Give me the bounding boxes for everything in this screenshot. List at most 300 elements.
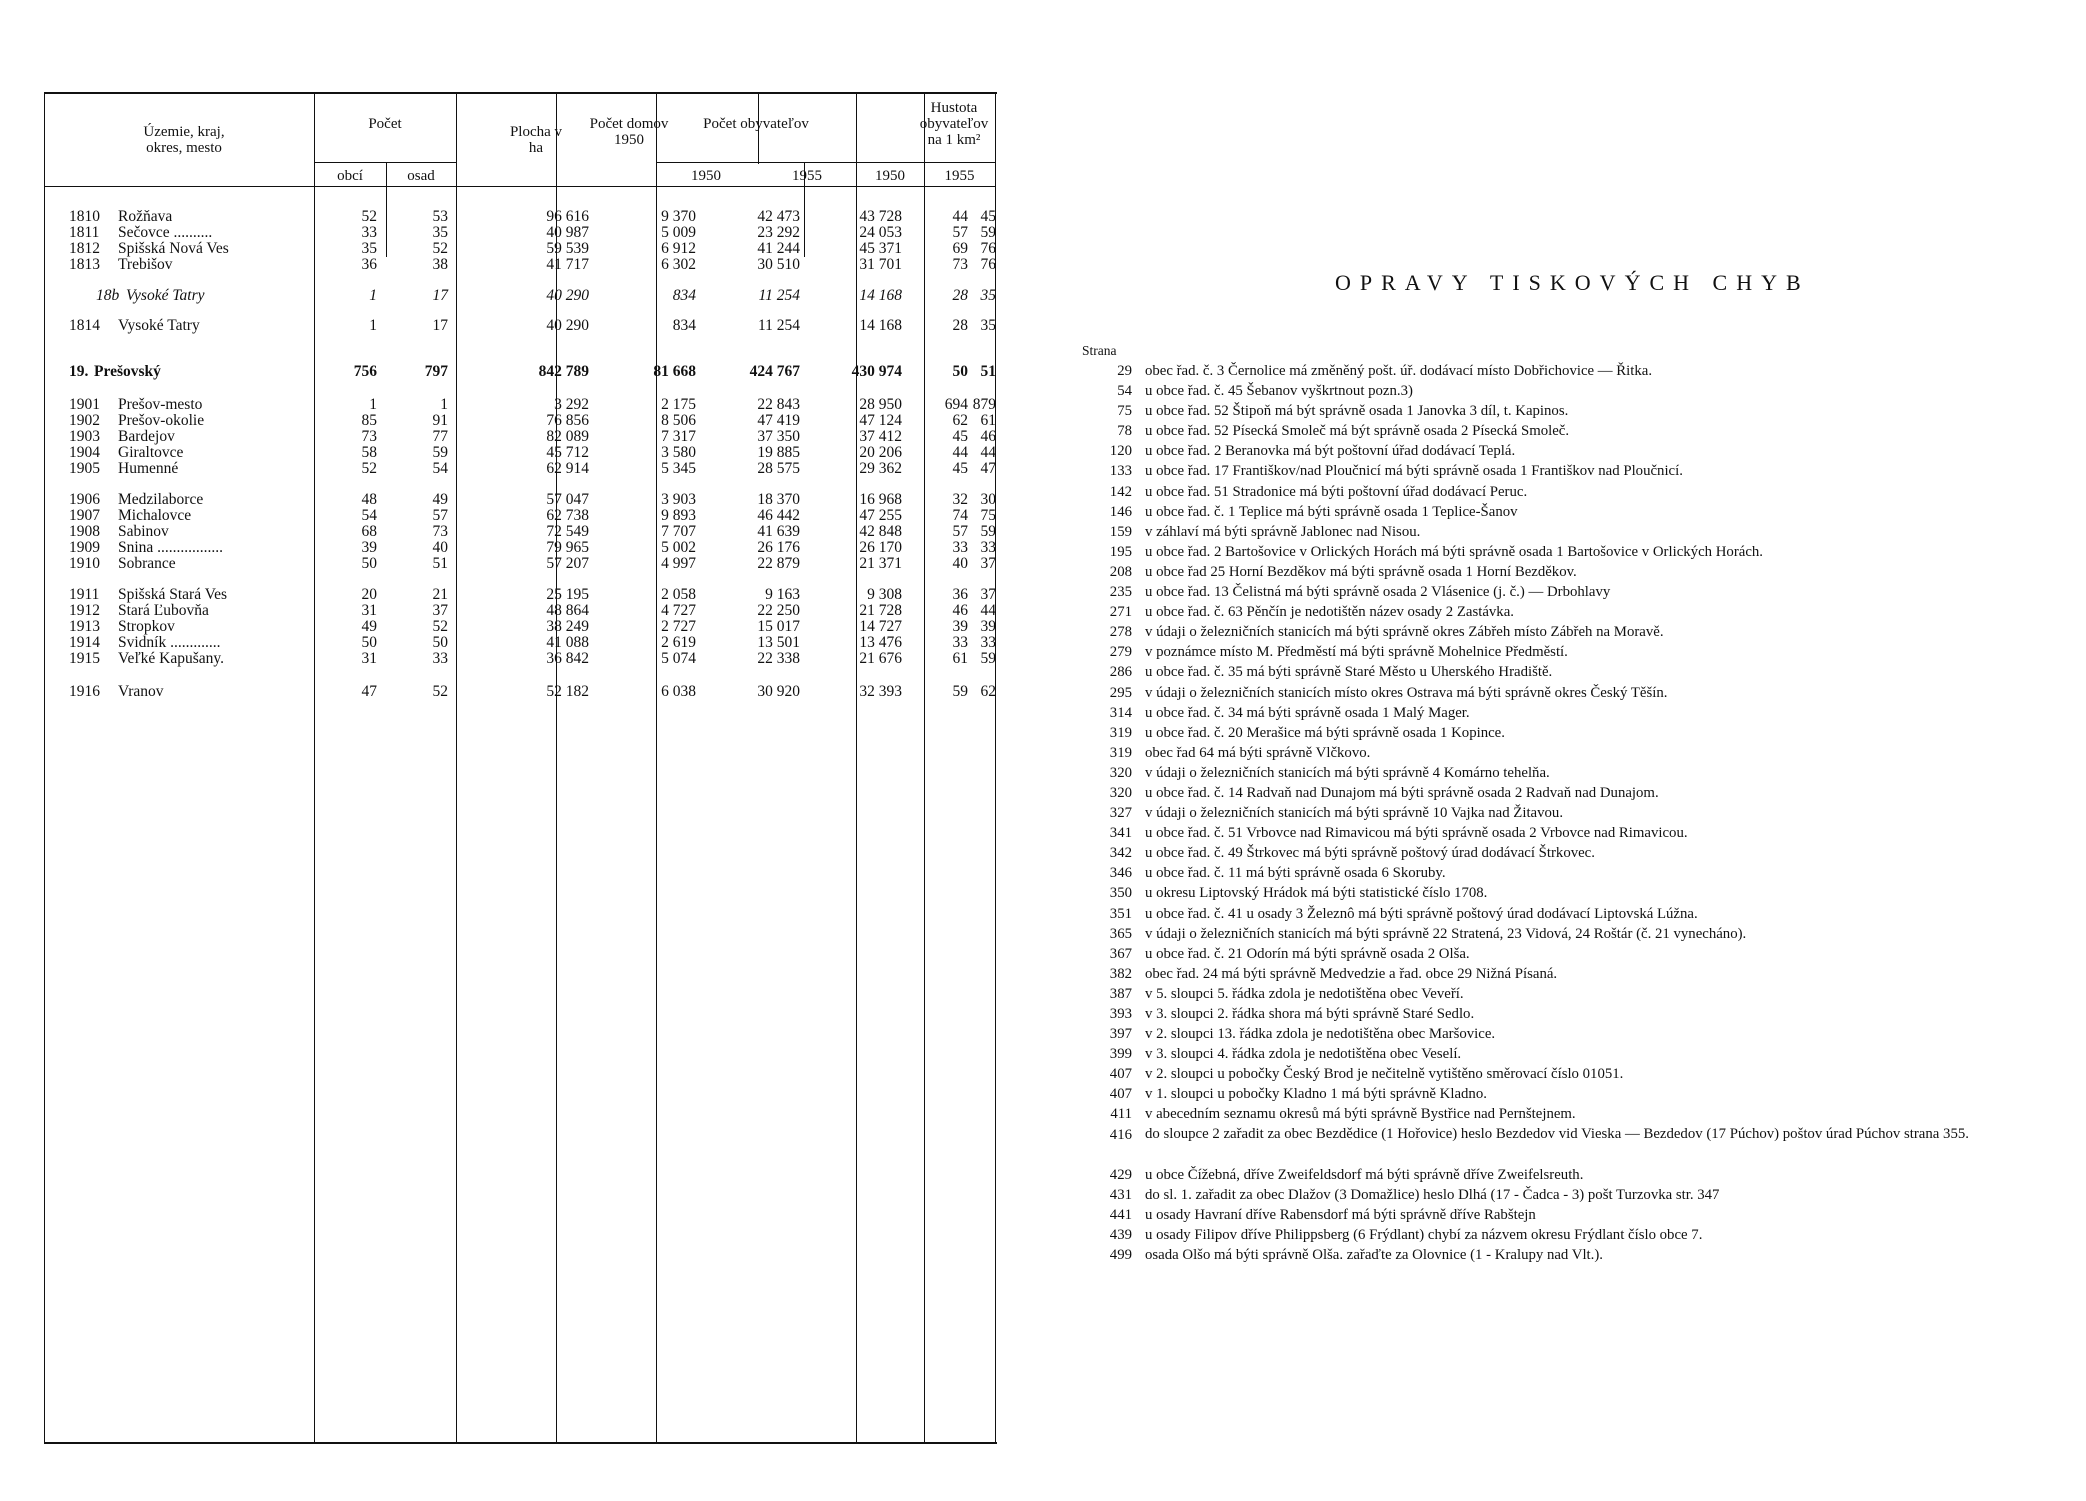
cell-plocha: 3 292 — [554, 396, 589, 413]
cell-ob1955: 42 848 — [859, 523, 902, 540]
cell-ob1955: 26 170 — [859, 539, 902, 556]
cell-obci: 39 — [361, 539, 377, 556]
cell-domov: 2 727 — [661, 618, 696, 635]
errata-item — [1072, 402, 2082, 422]
row-name: Spišská Stará Ves — [118, 586, 228, 603]
table-row-subtotal — [44, 288, 997, 304]
cell-ob1950: 18 370 — [757, 491, 800, 508]
errata-text: v údaji o železničních stanicích má býti správně 22 Stratená, 23 Vidová, 24 Roštár (č. 21 vynecháno). — [1145, 925, 1747, 942]
errata-text: v 3. sloupci 4. řádka zdola je nedotištěna obec Veselí. — [1145, 1046, 1462, 1063]
errata-item — [1072, 422, 2082, 442]
errata-text: v údaji o železničních stanicích má býti správně okres Zábřeh místo Zábřeh na Moravě. — [1145, 624, 1664, 641]
table-row — [44, 225, 997, 241]
errata-text: v údaji o železničních stanicích má býti správně 4 Komárno tehelňa. — [1145, 764, 1550, 781]
errata-item — [1072, 1126, 2082, 1166]
errata-page: 320 — [1109, 764, 1132, 781]
cell-domov: 5 002 — [661, 539, 696, 556]
cell-ob1955: 32 393 — [859, 683, 902, 700]
cell-h1950: 33 — [952, 634, 968, 651]
cell-osad: 33 — [432, 650, 448, 667]
errata-page: 351 — [1109, 905, 1132, 922]
cell-h1950: 59 — [952, 683, 968, 700]
errata-item — [1072, 1166, 2082, 1186]
cell-ob1955: 24 053 — [859, 224, 902, 241]
row-name: Prešovský — [94, 363, 161, 380]
page-column-label: Strana — [1082, 343, 1117, 358]
errata-text: u osady Havraní dříve Rabensdorf má býti správně dříve Rabštejn — [1145, 1206, 1536, 1223]
cell-osad: 21 — [432, 586, 448, 603]
cell-ob1950: 11 254 — [757, 317, 800, 334]
table-row — [44, 684, 997, 700]
row-name: Rožňava — [118, 208, 173, 225]
row-code: 1812 — [69, 240, 100, 257]
header-density: Hustota obyvateľov na 1 km² — [919, 100, 989, 148]
errata-item — [1072, 1045, 2082, 1065]
errata-text: v 2. sloupci 13. řádka zdola je nedotištěna obec Maršovice. — [1145, 1026, 1496, 1043]
cell-ob1950: 22 843 — [757, 396, 800, 413]
table-row — [44, 587, 997, 603]
errata-page: 159 — [1109, 523, 1132, 540]
cell-h1955: 59 — [980, 523, 996, 540]
cell-ob1955: 47 124 — [859, 412, 902, 429]
cell-domov: 834 — [672, 317, 696, 334]
cell-ob1955: 21 728 — [859, 602, 902, 619]
cell-ob1950: 22 879 — [757, 555, 800, 572]
row-code: 1902 — [69, 412, 100, 429]
cell-plocha: 79 965 — [546, 539, 589, 556]
table-row — [44, 318, 997, 334]
cell-osad: 797 — [424, 363, 448, 380]
table-row — [44, 619, 997, 635]
errata-item — [1072, 925, 2082, 945]
cell-h1955: 59 — [980, 650, 996, 667]
errata-page: 133 — [1109, 463, 1132, 480]
cell-ob1950: 22 250 — [757, 602, 800, 619]
row-code: 1915 — [69, 650, 100, 667]
row-code: 1913 — [69, 618, 100, 635]
row-name: Vysoké Tatry — [118, 317, 200, 334]
table-row — [44, 429, 997, 445]
errata-list — [1072, 362, 2082, 1266]
cell-obci: 31 — [361, 650, 377, 667]
errata-item — [1072, 1246, 2082, 1266]
cell-domov: 5 009 — [661, 224, 696, 241]
cell-ob1950: 9 163 — [765, 586, 800, 603]
cell-obci: 54 — [361, 507, 377, 524]
table-row-region — [44, 364, 997, 380]
errata-item — [1072, 603, 2082, 623]
cell-h1955: 61 — [980, 412, 996, 429]
errata-item — [1072, 1085, 2082, 1105]
errata-page: 499 — [1109, 1246, 1132, 1263]
errata-text: u obce řad. č. 34 má býti správně osada 1 Malý Mager. — [1145, 704, 1470, 721]
cell-osad: 49 — [432, 491, 448, 508]
row-code: 19. — [69, 363, 89, 380]
errata-item — [1072, 844, 2082, 864]
header-count-osad: osad — [407, 168, 435, 184]
table-row — [44, 461, 997, 477]
errata-page: 407 — [1109, 1066, 1132, 1083]
cell-plocha: 82 089 — [546, 428, 589, 445]
errata-text: u obce řad. č. 35 má býti správně Staré Město u Uherského Hradiště. — [1145, 664, 1553, 681]
cell-plocha: 41 717 — [546, 256, 589, 273]
errata-text: u obce řad. 2 Bartošovice v Orlických Horách má býti správně osada 1 Bartošovice v Orlických Horách. — [1145, 543, 1763, 560]
errata-page: 346 — [1109, 865, 1132, 882]
row-code: 1916 — [69, 683, 100, 700]
errata-page: 78 — [1117, 423, 1132, 440]
cell-domov: 834 — [672, 287, 696, 304]
cell-h1950: 44 — [952, 208, 968, 225]
errata-item — [1072, 764, 2082, 784]
errata-item — [1072, 1186, 2082, 1206]
cell-ob1955: 16 968 — [859, 491, 902, 508]
cell-h1955: 33 — [980, 634, 996, 651]
errata-item — [1072, 663, 2082, 683]
header-count: Počet — [368, 116, 402, 132]
table-row — [44, 603, 997, 619]
header-rule — [656, 162, 995, 163]
cell-plocha: 842 789 — [538, 363, 589, 380]
cell-domov: 8 506 — [661, 412, 696, 429]
cell-osad: 52 — [432, 240, 448, 257]
cell-h1955: 35 — [980, 317, 996, 334]
cell-h1950: 62 — [952, 412, 968, 429]
errata-page: 399 — [1109, 1046, 1132, 1063]
cell-h1950: 32 — [952, 491, 968, 508]
cell-plocha: 62 914 — [546, 460, 589, 477]
cell-plocha: 57 207 — [546, 555, 589, 572]
cell-h1955: 45 — [980, 208, 996, 225]
cell-ob1950: 37 350 — [757, 428, 800, 445]
cell-domov: 2 175 — [661, 396, 696, 413]
cell-h1955: 44 — [980, 602, 996, 619]
errata-page: 327 — [1109, 805, 1132, 822]
errata-text: u obce řad. 52 Štipoň má být správně osada 1 Janovka 3 díl, t. Kapinos. — [1145, 403, 1569, 420]
errata-page: 195 — [1109, 543, 1132, 560]
cell-h1955: 51 — [980, 363, 996, 380]
cell-ob1955: 430 974 — [851, 363, 902, 380]
errata-page: 342 — [1109, 845, 1132, 862]
cell-h1955: 33 — [980, 539, 996, 556]
cell-ob1955: 43 728 — [859, 208, 902, 225]
cell-h1955: 76 — [980, 256, 996, 273]
cell-obci: 58 — [361, 444, 377, 461]
errata-item — [1072, 583, 2082, 603]
cell-h1955: 76 — [980, 240, 996, 257]
row-code: 1910 — [69, 555, 100, 572]
row-name: Bardejov — [118, 428, 175, 445]
row-name: Stará Ľubovňa — [118, 602, 209, 619]
row-code: 1813 — [69, 256, 100, 273]
cell-h1955: 35 — [980, 287, 996, 304]
cell-obci: 49 — [361, 618, 377, 635]
row-code: 1810 — [69, 208, 100, 225]
errata-item — [1072, 804, 2082, 824]
cell-ob1950: 26 176 — [757, 539, 800, 556]
cell-domov: 5 074 — [661, 650, 696, 667]
cell-h1950: 45 — [952, 460, 968, 477]
errata-text: u obce řad. 13 Čelistná má býti správně osada 2 Vlásenice (j. č.) — Drbohlavy — [1145, 584, 1611, 601]
table-row — [44, 397, 997, 413]
errata-text: u obce řad. č. 49 Štrkovec má býti správně poštový úrad dodávací Štrkovec. — [1145, 845, 1595, 862]
header-count-obci: obcí — [337, 168, 363, 184]
errata-text: u osady Filipov dříve Philippsberg (6 Frýdlant) chybí za názvem okresu Frýdlant číslo obce 7. — [1145, 1226, 1703, 1243]
cell-ob1955: 28 950 — [859, 396, 902, 413]
errata-item — [1072, 503, 2082, 523]
cell-osad: 73 — [432, 523, 448, 540]
cell-h1955: 30 — [980, 491, 996, 508]
cell-h1950: 46 — [952, 602, 968, 619]
table-row — [44, 556, 997, 572]
errata-text: u obce řad. 2 Beranovka má být poštovní úřad dodávací Teplá. — [1145, 443, 1516, 460]
cell-plocha: 40 290 — [546, 287, 589, 304]
row-code: 1914 — [69, 634, 100, 651]
header-rule — [44, 186, 995, 187]
errata-item — [1072, 483, 2082, 503]
errata-page: 54 — [1117, 383, 1132, 400]
errata-item — [1072, 905, 2082, 925]
errata-item — [1072, 864, 2082, 884]
errata-page: 393 — [1109, 1006, 1132, 1022]
cell-obci: 1 — [369, 317, 377, 334]
cell-h1955: 37 — [980, 555, 996, 572]
header-area: Plocha v ha — [509, 124, 563, 156]
errata-text: u obce řad. č. 14 Radvaň nad Dunajom má býti správně osada 2 Radvaň nad Dunajom. — [1145, 784, 1659, 801]
errata-page: 407 — [1109, 1086, 1132, 1103]
cell-ob1950: 15 017 — [757, 618, 800, 635]
cell-ob1950: 30 920 — [757, 683, 800, 700]
errata-text: do sl. 1. zařadit za obec Dlažov (3 Domažlice) heslo Dlhá (17 - Čadca - 3) pošt Turzovka str. 347 — [1145, 1186, 1720, 1203]
header-population: Počet obyvateľov — [703, 116, 809, 132]
errata-text: u obce řad 25 Horní Bezděkov má býti správně osada 1 Horní Bezděkov. — [1145, 563, 1577, 580]
cell-domov: 4 997 — [661, 555, 696, 572]
cell-domov: 7 707 — [661, 523, 696, 540]
cell-ob1950: 46 442 — [757, 507, 800, 524]
row-name: Svidník ............. — [118, 634, 221, 651]
errata-item — [1072, 362, 2082, 382]
row-code: 18b — [96, 287, 120, 304]
errata-page: 429 — [1109, 1166, 1132, 1183]
row-name: Sobrance — [118, 555, 176, 572]
cell-osad: 37 — [432, 602, 448, 619]
cell-plocha: 38 249 — [546, 618, 589, 635]
cell-obci: 31 — [361, 602, 377, 619]
cell-osad: 51 — [432, 555, 448, 572]
cell-ob1950: 30 510 — [757, 256, 800, 273]
errata-item — [1072, 965, 2082, 985]
cell-h1950: 73 — [952, 256, 968, 273]
errata-text: u obce řad. 52 Písecká Smoleč má být správně osada 2 Písecká Smoleč. — [1145, 423, 1570, 440]
cell-h1950: 45 — [952, 428, 968, 445]
errata-item — [1072, 824, 2082, 844]
errata-item — [1072, 382, 2082, 402]
cell-osad: 50 — [432, 634, 448, 651]
header-pop-1955: 1955 — [792, 168, 822, 184]
cell-h1950: 36 — [952, 586, 968, 603]
cell-plocha: 36 842 — [546, 650, 589, 667]
cell-ob1950: 41 244 — [757, 240, 800, 257]
cell-plocha: 25 195 — [546, 586, 589, 603]
row-code: 1909 — [69, 539, 100, 556]
cell-osad: 54 — [432, 460, 448, 477]
cell-ob1955: 9 308 — [867, 586, 902, 603]
header-pop-1950: 1950 — [691, 168, 721, 184]
row-name: Humenné — [118, 460, 179, 477]
row-name: Sabinov — [118, 523, 169, 540]
cell-obci: 20 — [361, 586, 377, 603]
errata-item — [1072, 884, 2082, 904]
errata-page: 279 — [1109, 644, 1132, 661]
errata-item — [1072, 643, 2082, 663]
cell-obci: 48 — [361, 491, 377, 508]
row-name: Spišská Nová Ves — [118, 240, 229, 257]
errata-text: v údaji o železničních stanicích má býti správně 10 Vajka nad Žitavou. — [1145, 805, 1564, 822]
errata-page: 350 — [1109, 885, 1132, 902]
cell-osad: 38 — [432, 256, 448, 273]
errata-page: 320 — [1109, 784, 1132, 801]
cell-obci: 50 — [361, 555, 377, 572]
errata-page: 295 — [1109, 684, 1132, 701]
table-row — [44, 508, 997, 524]
errata-page: 120 — [1109, 443, 1132, 460]
row-name: Michalovce — [118, 507, 192, 524]
cell-obci: 52 — [361, 460, 377, 477]
cell-osad: 59 — [432, 444, 448, 461]
header-den-1950: 1950 — [875, 168, 905, 184]
row-code: 1912 — [69, 602, 100, 619]
cell-obci: 52 — [361, 208, 377, 225]
cell-ob1955: 47 255 — [859, 507, 902, 524]
errata-page: 416 — [1109, 1126, 1132, 1143]
cell-domov: 3 580 — [661, 444, 696, 461]
errata-item — [1072, 724, 2082, 744]
errata-text: v 3. sloupci 2. řádka shora má býti správně Staré Sedlo. — [1145, 1006, 1475, 1022]
cell-osad: 52 — [432, 618, 448, 635]
cell-h1950: 50 — [952, 363, 968, 380]
cell-obci: 68 — [361, 523, 377, 540]
cell-obci: 47 — [361, 683, 377, 700]
cell-osad: 1 — [440, 396, 448, 413]
row-name: Vysoké Tatry — [126, 287, 205, 304]
errata-item — [1072, 945, 2082, 965]
cell-plocha: 72 549 — [546, 523, 589, 540]
cell-h1950: 57 — [952, 224, 968, 241]
row-name: Prešov-mesto — [118, 396, 203, 413]
cell-obci: 1 — [369, 287, 377, 304]
errata-text: v 5. sloupci 5. řádka zdola je nedotištěna obec Veveří. — [1145, 985, 1464, 1002]
errata-page: 208 — [1109, 563, 1132, 580]
cell-h1955: 47 — [980, 460, 996, 477]
cell-ob1950: 28 575 — [757, 460, 800, 477]
cell-h1955: 75 — [980, 507, 996, 524]
cell-ob1955: 14 727 — [859, 618, 902, 635]
cell-domov: 7 317 — [661, 428, 696, 445]
errata-page: 286 — [1109, 664, 1132, 681]
table-row — [44, 257, 997, 273]
errata-text: v záhlaví má býti správně Jablonec nad Nisou. — [1145, 523, 1421, 540]
errata-text: u obce řad. č. 41 u osady 3 Železnô má býti správně poštový úrad dodávací Liptovská Lúžna. — [1145, 905, 1698, 922]
cell-plocha: 48 864 — [546, 602, 589, 619]
errata-page: 235 — [1109, 584, 1132, 601]
errata-item — [1072, 1005, 2082, 1025]
cell-ob1955: 21 371 — [859, 555, 902, 572]
cell-domov: 6 038 — [661, 683, 696, 700]
errata-page: 314 — [1109, 704, 1132, 721]
cell-obci: 36 — [361, 256, 377, 273]
cell-obci: 73 — [361, 428, 377, 445]
errata-item — [1072, 623, 2082, 643]
table-row — [44, 209, 997, 225]
cell-ob1950: 13 501 — [757, 634, 800, 651]
cell-h1950: 40 — [952, 555, 968, 572]
errata-page: 319 — [1109, 724, 1132, 741]
cell-domov: 2 058 — [661, 586, 696, 603]
cell-h1950: 74 — [952, 507, 968, 524]
cell-obci: 33 — [361, 224, 377, 241]
errata-item — [1072, 1226, 2082, 1246]
cell-osad: 53 — [432, 208, 448, 225]
errata-item — [1072, 744, 2082, 764]
cell-plocha: 41 088 — [546, 634, 589, 651]
cell-h1955: 62 — [980, 683, 996, 700]
errata-page: 341 — [1109, 825, 1132, 842]
cell-plocha: 76 856 — [546, 412, 589, 429]
cell-obci: 85 — [361, 412, 377, 429]
cell-domov: 6 912 — [661, 240, 696, 257]
cell-h1955: 39 — [980, 618, 996, 635]
errata-text: u obce řad. č. 51 Vrbovce nad Rimavicou má býti správně osada 2 Vrbovce nad Rimavicou. — [1145, 825, 1688, 842]
errata-text: v poznámce místo M. Předměstí má býti správně Mohelnice Předměstí. — [1145, 644, 1568, 661]
cell-h1955: 879 — [972, 396, 996, 413]
cell-plocha: 40 987 — [546, 224, 589, 241]
cell-osad: 57 — [432, 507, 448, 524]
errata-text: v 1. sloupci u pobočky Kladno 1 má býti správně Kladno. — [1145, 1086, 1487, 1103]
cell-domov: 4 727 — [661, 602, 696, 619]
errata-item — [1072, 462, 2082, 482]
header-territory: Územie, kraj, okres, mesto — [143, 124, 225, 156]
row-code: 1904 — [69, 444, 100, 461]
errata-page: 387 — [1109, 985, 1132, 1002]
cell-domov: 3 903 — [661, 491, 696, 508]
cell-osad: 40 — [432, 539, 448, 556]
errata-item — [1072, 1025, 2082, 1045]
cell-domov: 6 302 — [661, 256, 696, 273]
errata-text: do sloupce 2 zařadit za obec Bezdědice (1 Hořovice) heslo Bezdedov vid Vieska — Bezdedov (17 Púchov) poštov úrad Púchov strana 355. — [1145, 1125, 1969, 1142]
errata-item — [1072, 442, 2082, 462]
row-code: 1901 — [69, 396, 100, 413]
table-row — [44, 241, 997, 257]
cell-ob1950: 19 885 — [757, 444, 800, 461]
row-name: Prešov-okolie — [118, 412, 205, 429]
row-code: 1907 — [69, 507, 100, 524]
errata-item — [1072, 563, 2082, 583]
cell-ob1950: 42 473 — [757, 208, 800, 225]
errata-page: 439 — [1109, 1226, 1132, 1243]
errata-page: 75 — [1117, 403, 1132, 420]
table-row — [44, 413, 997, 429]
errata-item — [1072, 1105, 2082, 1125]
errata-text: u obce řad. 51 Stradonice má býti poštovní úřad dodávací Peruc. — [1145, 483, 1528, 500]
cell-domov: 81 668 — [653, 363, 696, 380]
cell-plocha: 96 616 — [546, 208, 589, 225]
cell-ob1955: 20 206 — [859, 444, 902, 461]
cell-h1955: 59 — [980, 224, 996, 241]
cell-ob1955: 13 476 — [859, 634, 902, 651]
row-code: 1906 — [69, 491, 100, 508]
row-name: Trebišov — [118, 256, 173, 273]
errata-text: u obce Čížebná, dříve Zweifeldsdorf má býti správně dříve Zweifelsreuth. — [1145, 1166, 1584, 1183]
errata-item — [1072, 704, 2082, 724]
